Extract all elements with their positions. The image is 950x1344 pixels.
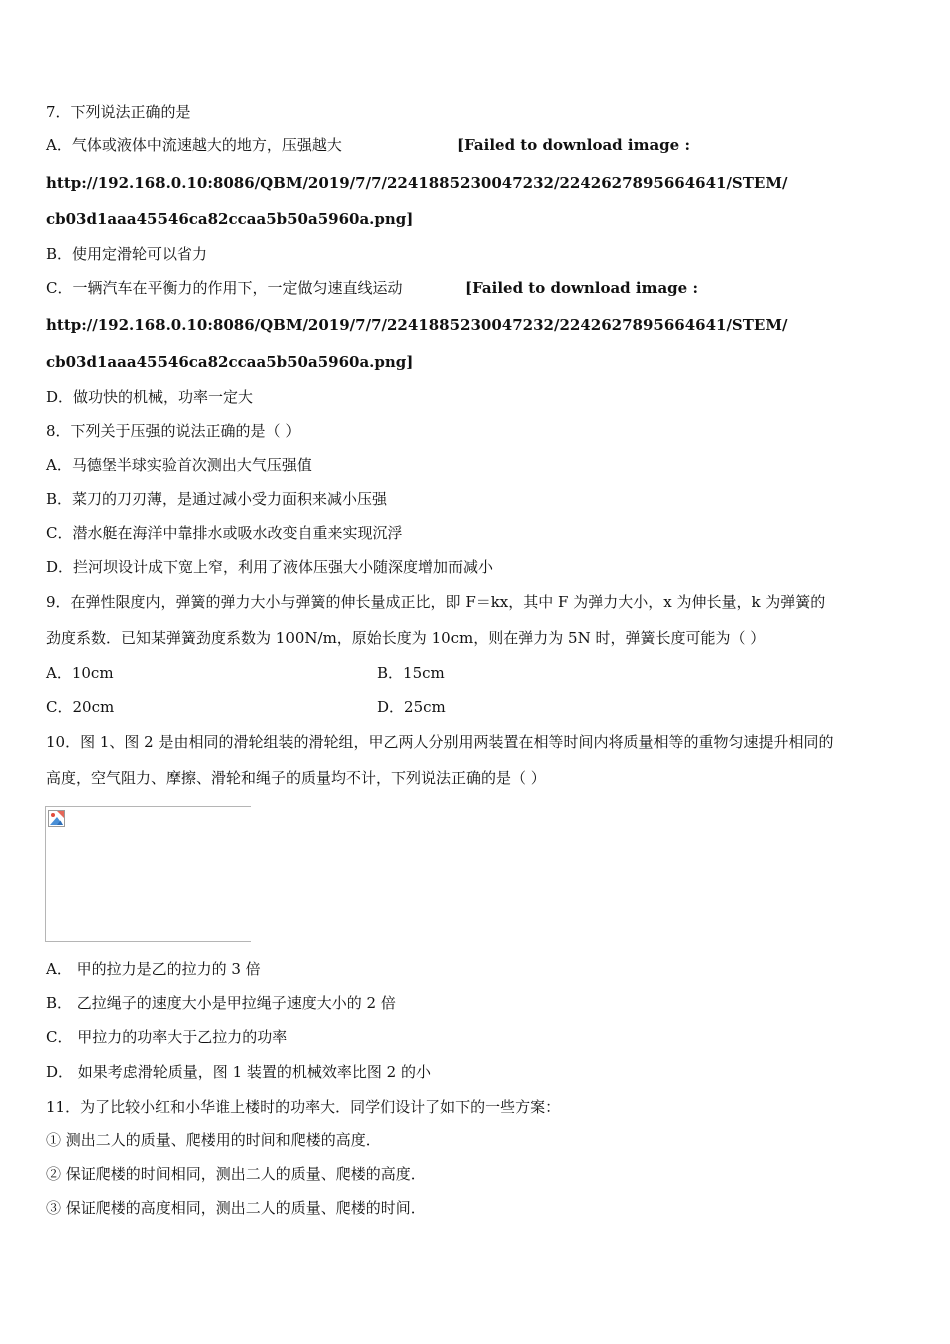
q8-option-c: C．潜水艇在海洋中靠排水或吸水改变自重来实现沉浮 xyxy=(46,524,403,542)
q7-option-d: D．做功快的机械，功率一定大 xyxy=(46,388,254,406)
q7-option-b: B．使用定滑轮可以省力 xyxy=(46,245,208,263)
q7-c-failed-image-url: http://192.168.0.10:8086/QBM/2019/7/7/2241885230047232/2242627895664641/STEM/ xyxy=(46,316,788,334)
q9-option-a: A．10cm xyxy=(46,664,114,682)
q7-a-failed-image-file: cb03d1aaa45546ca82ccaa5b50a5960a.png] xyxy=(46,210,414,228)
q11-plan-3: ③ 保证爬楼的高度相同，测出二人的质量、爬楼的时间． xyxy=(46,1199,426,1217)
broken-image-icon xyxy=(48,810,65,827)
q9-option-b: B．15cm xyxy=(377,664,445,682)
q11-plan-1: ① 测出二人的质量、爬楼用的时间和爬楼的高度． xyxy=(46,1131,381,1149)
q7-c-failed-image-file: cb03d1aaa45546ca82ccaa5b50a5960a.png] xyxy=(46,353,414,371)
q9-option-d: D．25cm xyxy=(377,698,446,716)
q10-option-b: B． 乙拉绳子的速度大小是甲拉绳子速度大小的 2 倍 xyxy=(46,994,396,1012)
q7-a-failed-image-notice: [Failed to download image : xyxy=(457,136,690,154)
q10-option-c: C． 甲拉力的功率大于乙拉力的功率 xyxy=(46,1028,288,1046)
q11-plan-2: ② 保证爬楼的时间相同，测出二人的质量、爬楼的高度． xyxy=(46,1165,426,1183)
q10-stem-line-2: 高度，空气阻力、摩擦、滑轮和绳子的质量均不计，下列说法正确的是（ ） xyxy=(46,769,546,787)
broken-image-placeholder xyxy=(45,806,251,942)
q9-stem-line-1: 9．在弹性限度内，弹簧的弹力大小与弹簧的伸长量成正比，即 F＝kx，其中 F 为弹力大小，x 为伸长量，k 为弹簧的 xyxy=(46,593,826,611)
q7-stem: 7．下列说法正确的是 xyxy=(46,103,191,121)
q8-option-a: A．马德堡半球实验首次测出大气压强值 xyxy=(46,456,312,474)
q10-option-a: A． 甲的拉力是乙的拉力的 3 倍 xyxy=(46,960,261,978)
q7-option-a: A．气体或液体中流速越大的地方，压强越大 xyxy=(46,136,342,154)
q11-stem: 11．为了比较小红和小华谁上楼时的功率大．同学们设计了如下的一些方案： xyxy=(46,1098,561,1116)
q8-stem: 8．下列关于压强的说法正确的是（ ） xyxy=(46,422,301,440)
q7-a-failed-image-url: http://192.168.0.10:8086/QBM/2019/7/7/2241885230047232/2242627895664641/STEM/ xyxy=(46,174,788,192)
q9-option-c: C．20cm xyxy=(46,698,115,716)
q10-option-d: D． 如果考虑滑轮质量，图 1 装置的机械效率比图 2 的小 xyxy=(46,1063,431,1081)
q10-stem-line-1: 10．图 1、图 2 是由相同的滑轮组装的滑轮组，甲乙两人分别用两装置在相等时间内将质量相等的重物匀速提升相同的 xyxy=(46,733,834,751)
q8-option-d: D．拦河坝设计成下宽上窄，利用了液体压强大小随深度增加而减小 xyxy=(46,558,494,576)
q9-stem-line-2: 劲度系数．已知某弹簧劲度系数为 100N/m，原始长度为 10cm，则在弹力为 5N 时，弹簧长度可能为（ ） xyxy=(46,629,766,647)
q7-c-failed-image-notice: [Failed to download image : xyxy=(465,279,698,297)
q8-option-b: B．菜刀的刀刃薄，是通过减小受力面积来减小压强 xyxy=(46,490,388,508)
q7-option-c: C．一辆汽车在平衡力的作用下，一定做匀速直线运动 xyxy=(46,279,403,297)
